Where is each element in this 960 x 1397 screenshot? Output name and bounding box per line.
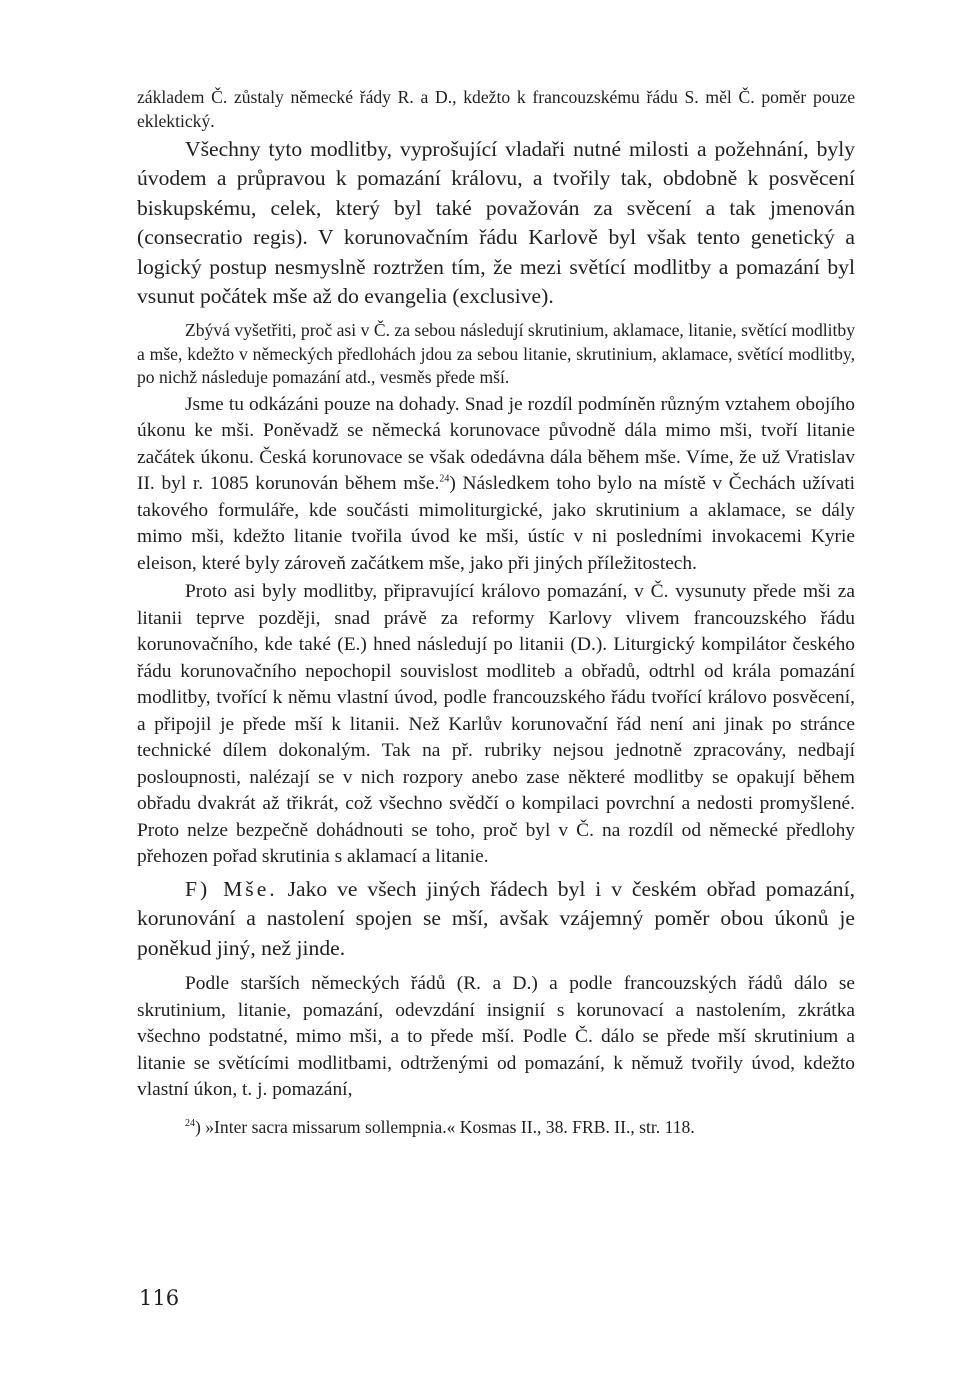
page-text [137,86,855,1139]
footnote-reference: 24 [439,473,450,485]
page-number: 116 [139,1286,180,1310]
paragraph-guess [137,392,855,578]
section-heading: F) Mše. [185,876,278,901]
section-mass [137,875,855,963]
paragraph-prayers: Všechny tyto modlitby, vyprošující vladaři nutné milosti a požehnání, byly úvodem a průpravou k pomazání královu, a tvořily tak, obdobně k posvěcení biskupskému, celek, který byl také považován za svěcení a tak jmenován (consecratio regis). V korunovačním řádu Karlově byl však tento genetický a logický postup nesmyslně roztržen tím, že mezi světící modlitby a pomazání byl vsunut počátek mše až do evangelia (exclusive). [137,137,855,309]
footnote-text: ) »Inter sacra missarum sollempnia.« Kosmas II., 38. FRB. II., str. 118. [195,1116,695,1137]
paragraph-thus: Proto asi byly modlitby, připravující královo pomazání, v Č. vysunuty přede mši za litanii teprve později, snad právě za reformy Karlovy vlivem francouzského řádu korunovačního, kde také (E.) hned následují po litanii (D.). Liturgický kompilátor českého řádu korunovačního nepochopil souvislost modliteb a obřadů, odtrhl od krála pomazání modlitby, tvořící k němu vlastní úvod, podle francouzského řádu tvořící královo posvěcení, a připojil je přede mší k litanii. Než Karlův korunovační řád není ani jinak po stránce technické dílem dokonalým. Tak na př. rubriky nejsou jednotně zpracovány, nedbají posloupnosti, nalézají se v nich rozpory anebo zase některé modlitby se opakují během obřadu dvakrát až třikrát, což všechno svědčí o kompilaci povrchní a nedosti promyšlené. Proto nelze bezpečně dohádnouti se toho, proč byl v Č. na rozdíl od německé předlohy přehozen pořad skrutinia s aklamací a litanie. [137,581,855,868]
paragraph-remains: Zbývá vyšetřiti, proč asi v Č. za sebou následují skrutinium, aklamace, litanie, světící modlitby a mše, kdežto v německých předlohách jdou za sebou litanie, skrutinium, aklamace, světící modlitby, po nichž následuje pomazání atd., vesměs přede mší. [137,320,855,388]
paragraph-top: základem Č. zůstaly německé řády R. a D., kdežto k francouzskému řádu S. měl Č. poměr pouze eklektický. [137,87,855,131]
footnote [137,1116,855,1139]
section-text: Jako ve všech jiných řádech byl i v českém obřad pomazání, korunování a nastolení spojen se mší, avšak vzájemný poměr obou úkonů je poněkud jiný, než jinde. [137,876,855,960]
paragraph-guess-text-b: ) Následkem toho bylo na místě v Čechách užívati takového formuláře, kde součásti mimoliturgické, jako skrutinium a aklamace, se dály mimo mši, kdežto litanie tvořila úvod ke mši, ústíc v ni posledními invokacemi Kyrie eleison, které byly zároveň začátkem mše, jako při jiných příležitostech. [137,473,856,574]
paragraph-guess-text-a: Jsme tu odkázáni pouze na dohady. Snad je rozdíl podmíněn různým vztahem obojího úkonu ke mši. Poněvadž se německá korunovace původně dála mimo mši, tvoří litanie začátek úkonu. Česká korunovace se však odedávna dála během mše. Víme, že už Vratislav II. byl r. 1085 korunován během mše. [137,393,855,495]
footnote-number: 24 [185,1117,195,1129]
paragraph-older-orders: Podle starších německých řádů (R. a D.) a podle francouzských řádů dálo se skrutinium, litanie, pomazání, odevzdání insignií s korunovací a nastolením, zkrátka všechno podstatné, mimo mši, a to přede mší. Podle Č. dálo se přede mší skrutinium a litanie se světícími modlitbami, odtrženými od pomazání, k němuž tvořily úvod, kdežto vlastní úkon, t. j. pomazání, [137,973,855,1101]
